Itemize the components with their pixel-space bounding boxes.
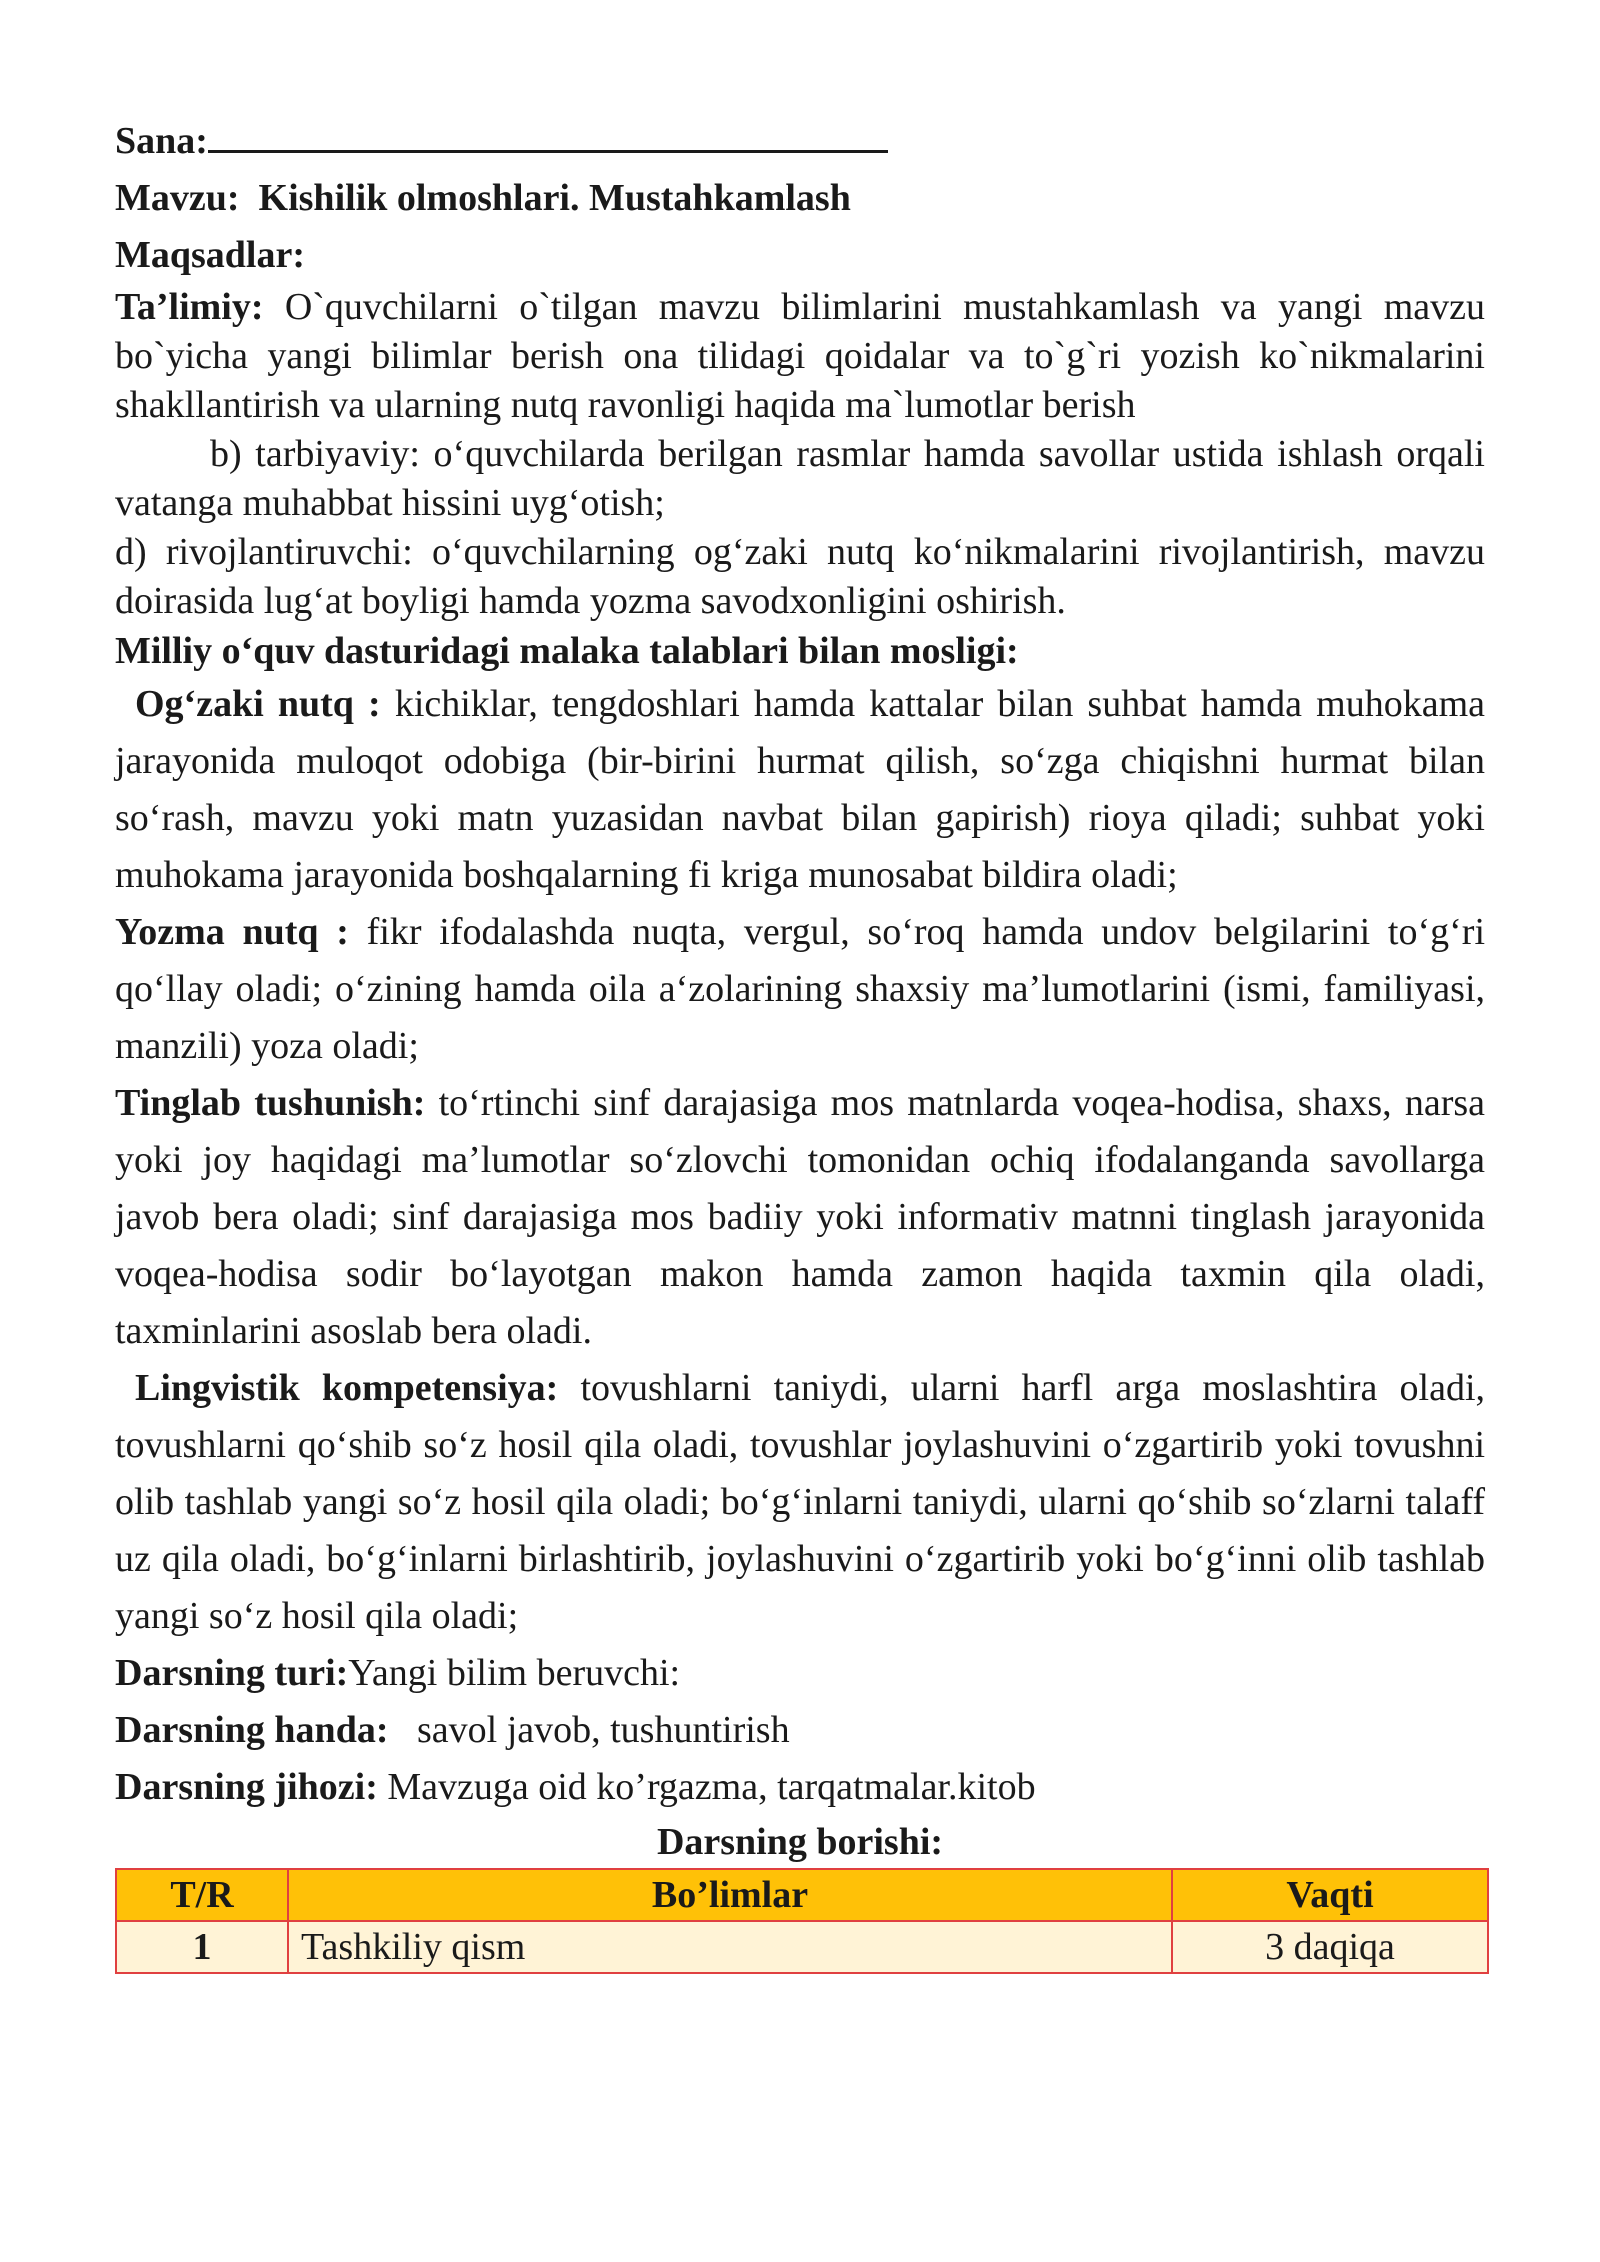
national-curriculum-heading: Milliy o‘quv dasturidagi malaka talablari bilan mosligi: <box>115 630 1019 672</box>
upbringing-goal: b) tarbiyaviy: o‘quvchilarda berilgan rasmlar hamda savollar ustida ishlash orqali vatanga muhabbat hissini uyg‘otish; <box>115 433 1485 524</box>
listening-label: Tinglab tushunish: <box>115 1082 426 1124</box>
written-speech-label: Yozma nutq : <box>115 911 349 953</box>
lesson-type-label: Darsning turi: <box>115 1652 349 1694</box>
written-speech-text: fikr ifodalashda nuqta, vergul, so‘roq hamda undov belgilarini to‘g‘ri qo‘llay oladi; o‘zining hamda oila a‘zolarining shaxsiy ma’lumotlarini (ismi, familiyasi, manzili) yoza oladi; <box>115 911 1486 1067</box>
header-time: Vaqti <box>1172 1869 1488 1921</box>
goals-heading: Maqsadlar: <box>115 234 305 276</box>
developmental-goal: d) rivojlantiruvchi: o‘quvchilarning og‘zaki nutq ko‘nikmalarini rivojlantirish, mavzu doirasida lug‘at boyligi hamda yozma savodxonligini oshirish. <box>115 531 1485 622</box>
document-page <box>115 112 1485 1974</box>
lesson-plan-table <box>115 1868 1489 1974</box>
educational-goal-text: O`quvchilarni o`tilgan mavzu bilimlarini mustahkamlash va yangi mavzu bo`yicha yangi bilimlar berish ona tilidagi qoidalar va to`g`ri yozish ko`nikmalarini shakllantirish va ularning nutq ravonligi haqida ma`lumotlar berish <box>115 286 1485 426</box>
listening-text: to‘rtinchi sinf darajasiga mos matnlarda voqea-hodisa, shaxs, narsa yoki joy haqidagi ma’lumotlar so‘zlovchi tomonidan ochiq ifodalanganda savollarga javob bera oladi; sinf darajasiga mos badiiy yoki informativ matnni tinglash jarayonida voqea-hodisa sodir bo‘layotgan makon hamda zamon haqida taxmin qila oladi, taxminlarini asoslab bera oladi. <box>115 1082 1486 1352</box>
lesson-type-value: Yangi bilim beruvchi: <box>348 1652 681 1694</box>
listening-paragraph <box>115 1075 1485 1360</box>
header-sections: Bo’limlar <box>288 1869 1172 1921</box>
date-line <box>115 112 1485 170</box>
linguistic-text: tovushlarni taniydi, ularni harfl arga moslashtira oladi, tovushlarni qo‘shib so‘z hosil qila oladi, tovushlar joylashuvini o‘zgartirib yoki tovushni olib tashlab yangi so‘z hosil qila oladi; bo‘g‘inlarni taniydi, ularni qo‘shib so‘zlarni talaff uz qila oladi, bo‘g‘inlarni birlashtirib, joylashuvini o‘zgartirib yoki bo‘g‘inni olib tashlab yangi so‘z hosil qila oladi; <box>115 1367 1486 1637</box>
cell-tr: 1 <box>116 1921 288 1973</box>
date-label: Sana: <box>115 120 208 162</box>
table-header-row <box>116 1869 1488 1921</box>
cell-section: Tashkiliy qism <box>288 1921 1172 1973</box>
cell-time: 3 daqiqa <box>1172 1921 1488 1973</box>
lesson-equipment-line <box>115 1759 1485 1816</box>
educational-goal-label: Ta’limiy: <box>115 286 264 328</box>
table-row <box>116 1921 1488 1973</box>
linguistic-label: Lingvistik kompetensiya: <box>135 1367 559 1409</box>
oral-speech-text: kichiklar, tengdoshlari hamda kattalar bilan suhbat hamda muhokama jarayonida muloqot odobiga (bir-birini hurmat qilish, so‘zga chiqishni hurmat bilan so‘rash, mavzu yoki matn yuzasidan navbat bilan gapirish) rioya qiladi; suhbat yoki muhokama jarayonida boshqalarning fi kriga munosabat bildira oladi; <box>115 683 1485 896</box>
topic-line <box>115 170 1485 227</box>
lesson-equipment-value: Mavzuga oid ko’rgazma, tarqatmalar.kitob <box>387 1766 1036 1808</box>
header-tr: T/R <box>116 1869 288 1921</box>
written-speech-paragraph <box>115 904 1485 1075</box>
lesson-progress-title: Darsning borishi: <box>656 1821 944 1863</box>
lesson-method-value: savol javob, tushuntirish <box>416 1709 790 1751</box>
date-blank-underline <box>208 112 888 153</box>
linguistic-paragraph <box>115 1360 1485 1645</box>
oral-speech-label: Og‘zaki nutq : <box>135 683 381 725</box>
lesson-equipment-label: Darsning jihozi: <box>115 1766 378 1808</box>
oral-speech-paragraph <box>115 676 1485 904</box>
educational-goal <box>115 283 1485 430</box>
topic-value: Kishilik olmoshlari. Mustahkamlash <box>258 177 851 219</box>
lesson-method-label: Darsning handa: <box>115 1709 389 1751</box>
lesson-method-line <box>115 1702 1485 1759</box>
topic-label: Mavzu: <box>115 177 240 219</box>
lesson-type-line <box>115 1645 1485 1702</box>
